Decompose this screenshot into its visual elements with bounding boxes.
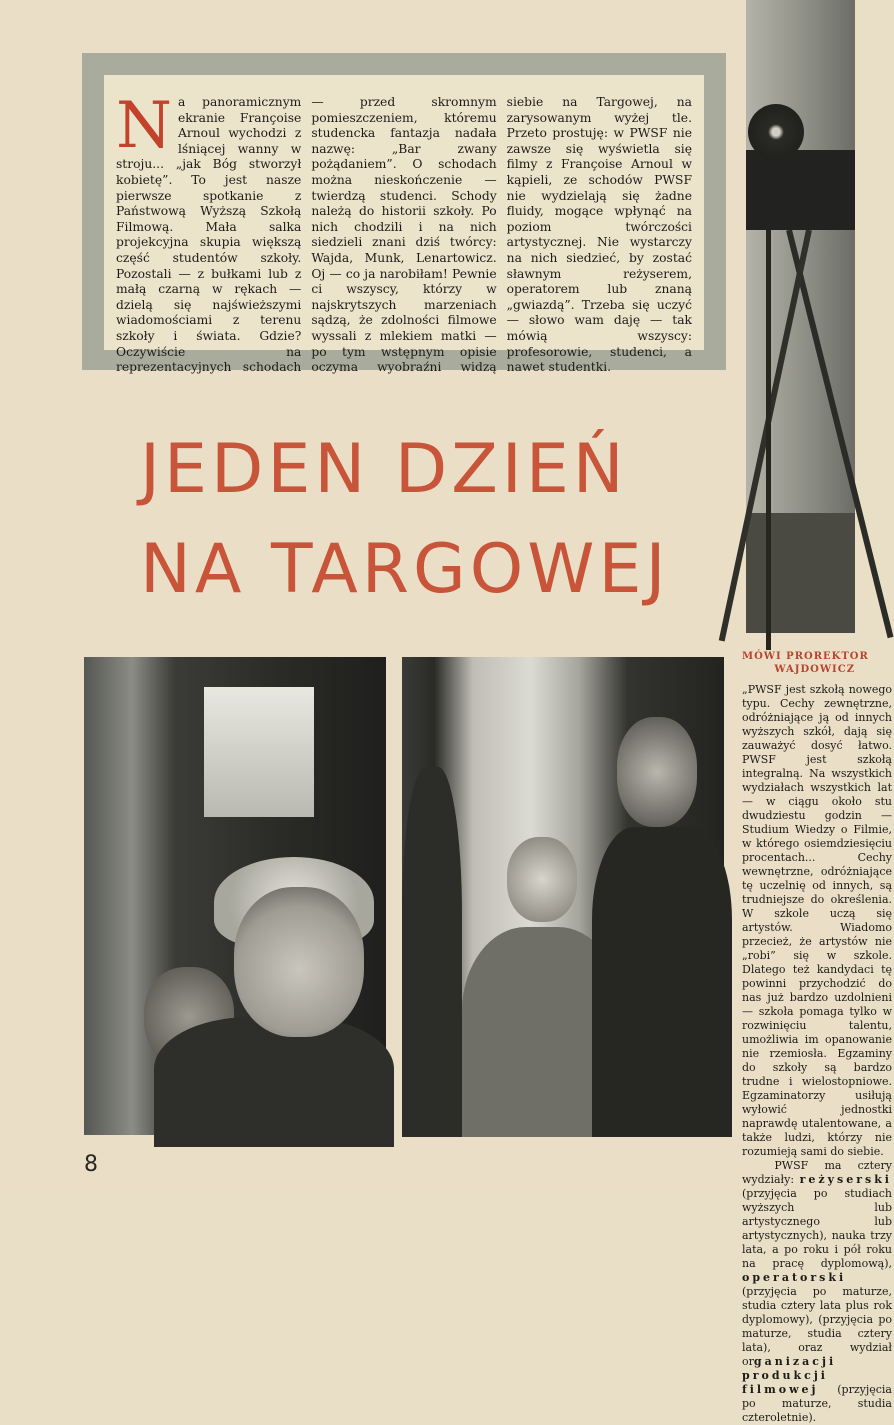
headline-line-2: NA TARGOWEJ xyxy=(140,530,670,609)
film-camera-photo xyxy=(746,0,855,633)
photo-window xyxy=(204,687,314,817)
dept-production-text: (przyjęcia po maturze, studia czteroletnie). xyxy=(742,1383,892,1424)
intro-frame xyxy=(82,53,726,375)
intro-body: a panoramicznym ekranie Françoise Arnoul wychodzi z lśniącej wanny w stroju... „jak Bóg stworzył kobietę”. To jest nasze pierwsze spotkanie z Państwową Wyższą Szkołą Filmową. Mała salka projekcyjna skupia większą część studentów szkoły. Pozostali — z bułkami lub z małą czarną w rękach — dzielą się najświeższymi wiadomościami z terenu szkoły i świata. Gdzie? Oczywiście na reprezentacyjnych schodach — przed skromnym pomieszczeniem, któremu studencka fantazja nadała nazwę: „Bar zwany pożądaniem”. O schodach można nieskończenie — twierdzą studenci. Schody należą do historii szkoły. Po nich chodzili i na nich siedzieli znani dziś twórcy: Wajda, Munk, Lenartowicz. Oj — co ja narobiłam! Pewnie ci wszyscy, którzy w najskrytszych marzeniach sądzą, że zdolności filmowe wyssali z mlekiem matki — po tym wstępnym opisie oczyma wyobraźni widzą siebie na Targowej, na zarysowanym wyżej tle. Przeto prostuję: w PWSF nie zawsze się wyświetla się filmy z Françoise Arnoul w kąpieli, ze schodów PWSF nie wydzielają się żadne fluidy, mogące wpłynąć na poziom twórczości artystycznej. Nie wystarczy na nich siedzieć, by zostać sławnym reżyserem, operatorem lub znaną „gwiazdą”. Trzeba się uczyć — słowo wam daję — tak mówią wszyscy: profesorowie, studenci, a nawet studentki. xyxy=(116,95,692,375)
sidebar-article xyxy=(742,683,892,1424)
headline-line-1: JEDEN DZIEŃ xyxy=(140,430,628,509)
dept-production: ganizacji produkcji filmowej xyxy=(742,1355,837,1396)
intro-text xyxy=(116,89,692,375)
dept-directing: reżyserski xyxy=(799,1173,892,1186)
sidebar-heading-line-2: WAJDOWICZ xyxy=(774,664,855,675)
sidebar-paragraph-1: „PWSF jest szkołą nowego typu. Cechy zewnętrzne, odróżniające ją od innych wyższych szkół, dają się zauważyć dosyć łatwo. PWSF jest szkołą integralną. Na wszystkich wydziałach wszystkich lat — w ciągu około stu dwudziestu godzin — Studium Wiedzy o Filmie, w którego osiemdziesięciu procentach... Cechy wewnętrzne, odróżniające tę uczelnię od innych, są trudniejsze do określenia. W szkole uczą się artystów. Wiadomo przecież, że artystów nie „robi” się w szkole. Dlatego też kandydaci tę powinni przychodzić do nas już bardzo uzdolnieni — szkoła pomaga tylko w rozwinięciu talentu, umożliwia im opanowanie nie rzemiosła. Egzaminy do szkoły są bardzo trudne i wielostopniowe. Egzaminatorzy usiłują wyłowić jednostki naprawdę utalentowane, a także ludzi, którzy nie rozumieją sami do siebie. xyxy=(742,683,892,1158)
camera-photo-floor xyxy=(746,513,855,633)
photo-face xyxy=(617,717,697,827)
page-number: 8 xyxy=(84,1152,98,1177)
headline xyxy=(140,420,740,620)
intro-dropcap: N xyxy=(116,89,172,163)
camera-body xyxy=(746,150,855,230)
sidebar-heading xyxy=(742,650,869,676)
photo-face xyxy=(507,837,577,922)
dept-camera-text: (przyjęcia po maturze, studia cztery lata plus rok dyplomowy), xyxy=(742,1285,892,1326)
intro-frame-inner xyxy=(104,75,704,375)
photo-sweater xyxy=(154,1017,394,1147)
photo-person xyxy=(592,827,732,1137)
photo-face xyxy=(234,887,364,1037)
photo-person xyxy=(402,767,462,1137)
sidebar-heading-line-1: MÓWI PROREKTOR xyxy=(742,651,869,662)
sidebar-text xyxy=(742,683,892,1425)
students-window-photo xyxy=(402,657,724,1135)
dept-camera: operatorski xyxy=(742,1271,847,1284)
dept-production-pre: (przyjęcia po maturze, studia cztery lata), oraz wydział or xyxy=(742,1313,892,1368)
tripod-leg xyxy=(766,230,771,650)
sidebar-paragraph-2: PWSF ma cztery wydziały: xyxy=(742,1159,892,1186)
film-reel xyxy=(748,104,804,160)
students-stairs-photo xyxy=(84,657,386,1135)
dept-directing-text: (przyjęcia po studiach wyższych lub artystycznego lub artystycznych), nauka trzy lata, a po roku i pół roku na pracę dyplomową), xyxy=(742,1187,892,1270)
